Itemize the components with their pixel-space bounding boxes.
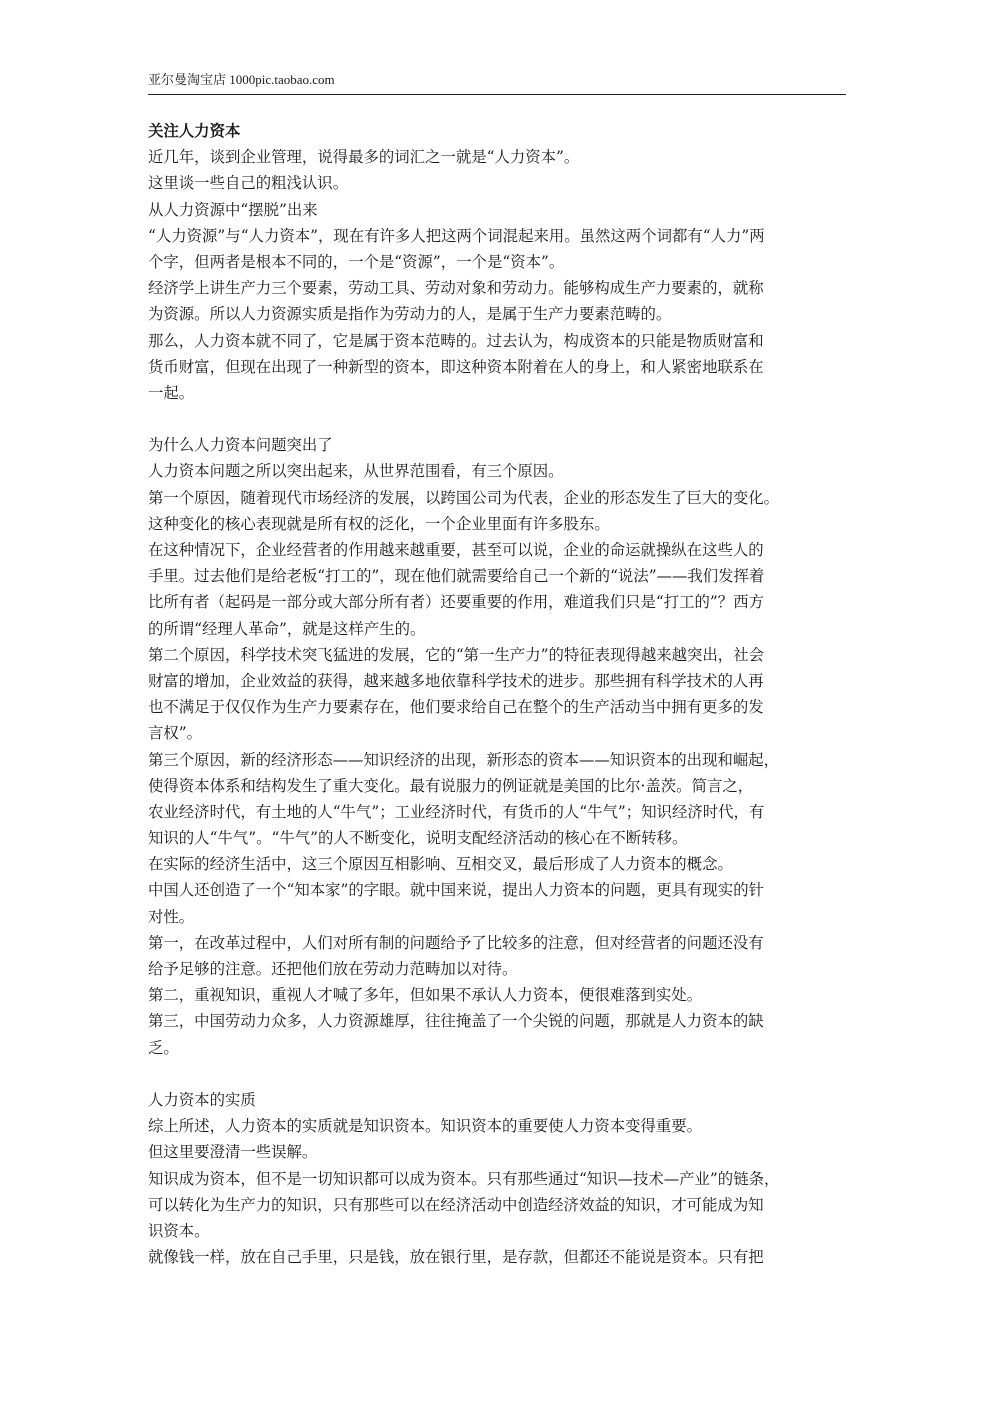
document-title: 关注人力资本 <box>148 122 241 140</box>
text-line: 一起。 <box>148 383 195 402</box>
text-line: 识资本。 <box>148 1221 210 1240</box>
text-line: 个字，但两者是根本不同的，一个是“资源”，一个是“资本”。 <box>148 252 565 271</box>
text-line: 比所有者（起码是一部分或大部分所有者）还要重要的作用，难道我们只是“打工的”？西方 <box>148 593 764 612</box>
text-line: 但这里要澄清一些误解。 <box>148 1143 318 1162</box>
text-line: 的所谓“经理人革命”，就是这样产生的。 <box>148 619 426 638</box>
document-body <box>148 118 846 1270</box>
text-line: 知识的人“牛气”。“牛气”的人不断变化，说明支配经济活动的核心在不断转移。 <box>148 829 688 848</box>
text-line: 经济学上讲生产力三个要素，劳动工具、劳动对象和劳动力。能够构成生产力要素的，就称 <box>148 279 764 298</box>
text-line: 那么，人力资本就不同了，它是属于资本范畴的。过去认为，构成资本的只能是物质财富和 <box>148 331 764 350</box>
text-line: 知识成为资本，但不是一切知识都可以成为资本。只有那些通过“知识—技术—产业”的链条， <box>148 1169 780 1188</box>
text-line: 第二个原因，科学技术突飞猛进的发展，它的“第一生产力”的特征表现得越来越突出，社会 <box>148 645 764 664</box>
text-line: 第一个原因，随着现代市场经济的发展，以跨国公司为代表，企业的形态发生了巨大的变化。 <box>148 488 780 507</box>
text-line: 财富的增加，企业效益的获得，越来越多地依靠科学技术的进步。那些拥有科学技术的人再 <box>148 671 764 690</box>
text-line: 在这种情况下，企业经营者的作用越来越重要，甚至可以说，企业的命运就操纵在这些人的 <box>148 541 764 559</box>
text-line: 在实际的经济生活中，这三个原因互相影响、互相交叉，最后形成了人力资本的概念。 <box>148 855 733 874</box>
text-line: 人力资本的实质 <box>148 1090 256 1109</box>
text-line: 货币财富，但现在出现了一种新型的资本，即这种资本附着在人的身上，和人紧密地联系在 <box>148 357 764 376</box>
text-line: 手里。过去他们是给老板“打工的”，现在他们就需要给自己一个新的“说法”——我们发挥着 <box>148 567 765 586</box>
text-line: 为什么人力资本问题突出了 <box>148 436 333 455</box>
blank-line <box>148 1061 846 1087</box>
text-line: 这种变化的核心表现就是所有权的泛化，一个企业里面有许多股东。 <box>148 514 610 533</box>
header-text: 亚尔曼淘宝店 1000pic.taobao.com <box>148 72 335 87</box>
text-line: 为资源。所以人力资源实质是指作为劳动力的人，是属于生产力要素范畴的。 <box>148 305 672 324</box>
text-line: 可以转化为生产力的知识，只有那些可以在经济活动中创造经济效益的知识，才可能成为知 <box>148 1195 764 1214</box>
text-line: 第三，中国劳动力众多，人力资源雄厚，往往掩盖了一个尖锐的问题，那就是人力资本的缺 <box>148 1012 764 1031</box>
text-line: 这里谈一些自己的粗浅认识。 <box>148 174 349 193</box>
text-line: 言权”。 <box>148 724 203 743</box>
text-line: 对性。 <box>148 907 195 926</box>
blank-line <box>148 406 846 432</box>
text-line: 从人力资源中“摆脱”出来 <box>148 200 318 219</box>
text-line: 就像钱一样，放在自己手里，只是钱，放在银行里，是存款，但都还不能说是资本。只有把 <box>148 1248 764 1267</box>
page-header <box>148 70 846 95</box>
text-line: 第三个原因，新的经济形态——知识经济的出现，新形态的资本——知识资本的出现和崛起， <box>148 750 780 769</box>
text-line: 中国人还创造了一个“知本家”的字眼。就中国来说，提出人力资本的问题，更具有现实的针 <box>148 881 764 900</box>
text-line: 也不满足于仅仅作为生产力要素存在，他们要求给自己在整个的生产活动当中拥有更多的发 <box>148 698 764 717</box>
text-line: 人力资本问题之所以突出起来，从世界范围看，有三个原因。 <box>148 462 564 481</box>
text-line: 农业经济时代，有土地的人“牛气”；工业经济时代，有货币的人“牛气”；知识经济时代，有 <box>148 802 765 821</box>
text-line: 综上所述，人力资本的实质就是知识资本。知识资本的重要使人力资本变得重要。 <box>148 1117 703 1136</box>
text-line: “人力资源”与“人力资本”，现在有许多人把这两个词混起来用。虽然这两个词都有“人力”两 <box>148 226 765 245</box>
text-line: 第二，重视知识，重视人才喊了多年，但如果不承认人力资本，便很难落到实处。 <box>148 986 703 1005</box>
text-line: 第一，在改革过程中，人们对所有制的问题给予了比较多的注意，但对经营者的问题还没有 <box>148 933 764 952</box>
text-line: 近几年，谈到企业管理，说得最多的词汇之一就是“人力资本”。 <box>148 148 580 167</box>
text-line: 给予足够的注意。还把他们放在劳动力范畴加以对待。 <box>148 960 518 978</box>
text-line: 乏。 <box>148 1038 179 1057</box>
text-line: 使得资本体系和结构发生了重大变化。最有说服力的例证就是美国的比尔·盖茨。简言之， <box>148 776 754 795</box>
